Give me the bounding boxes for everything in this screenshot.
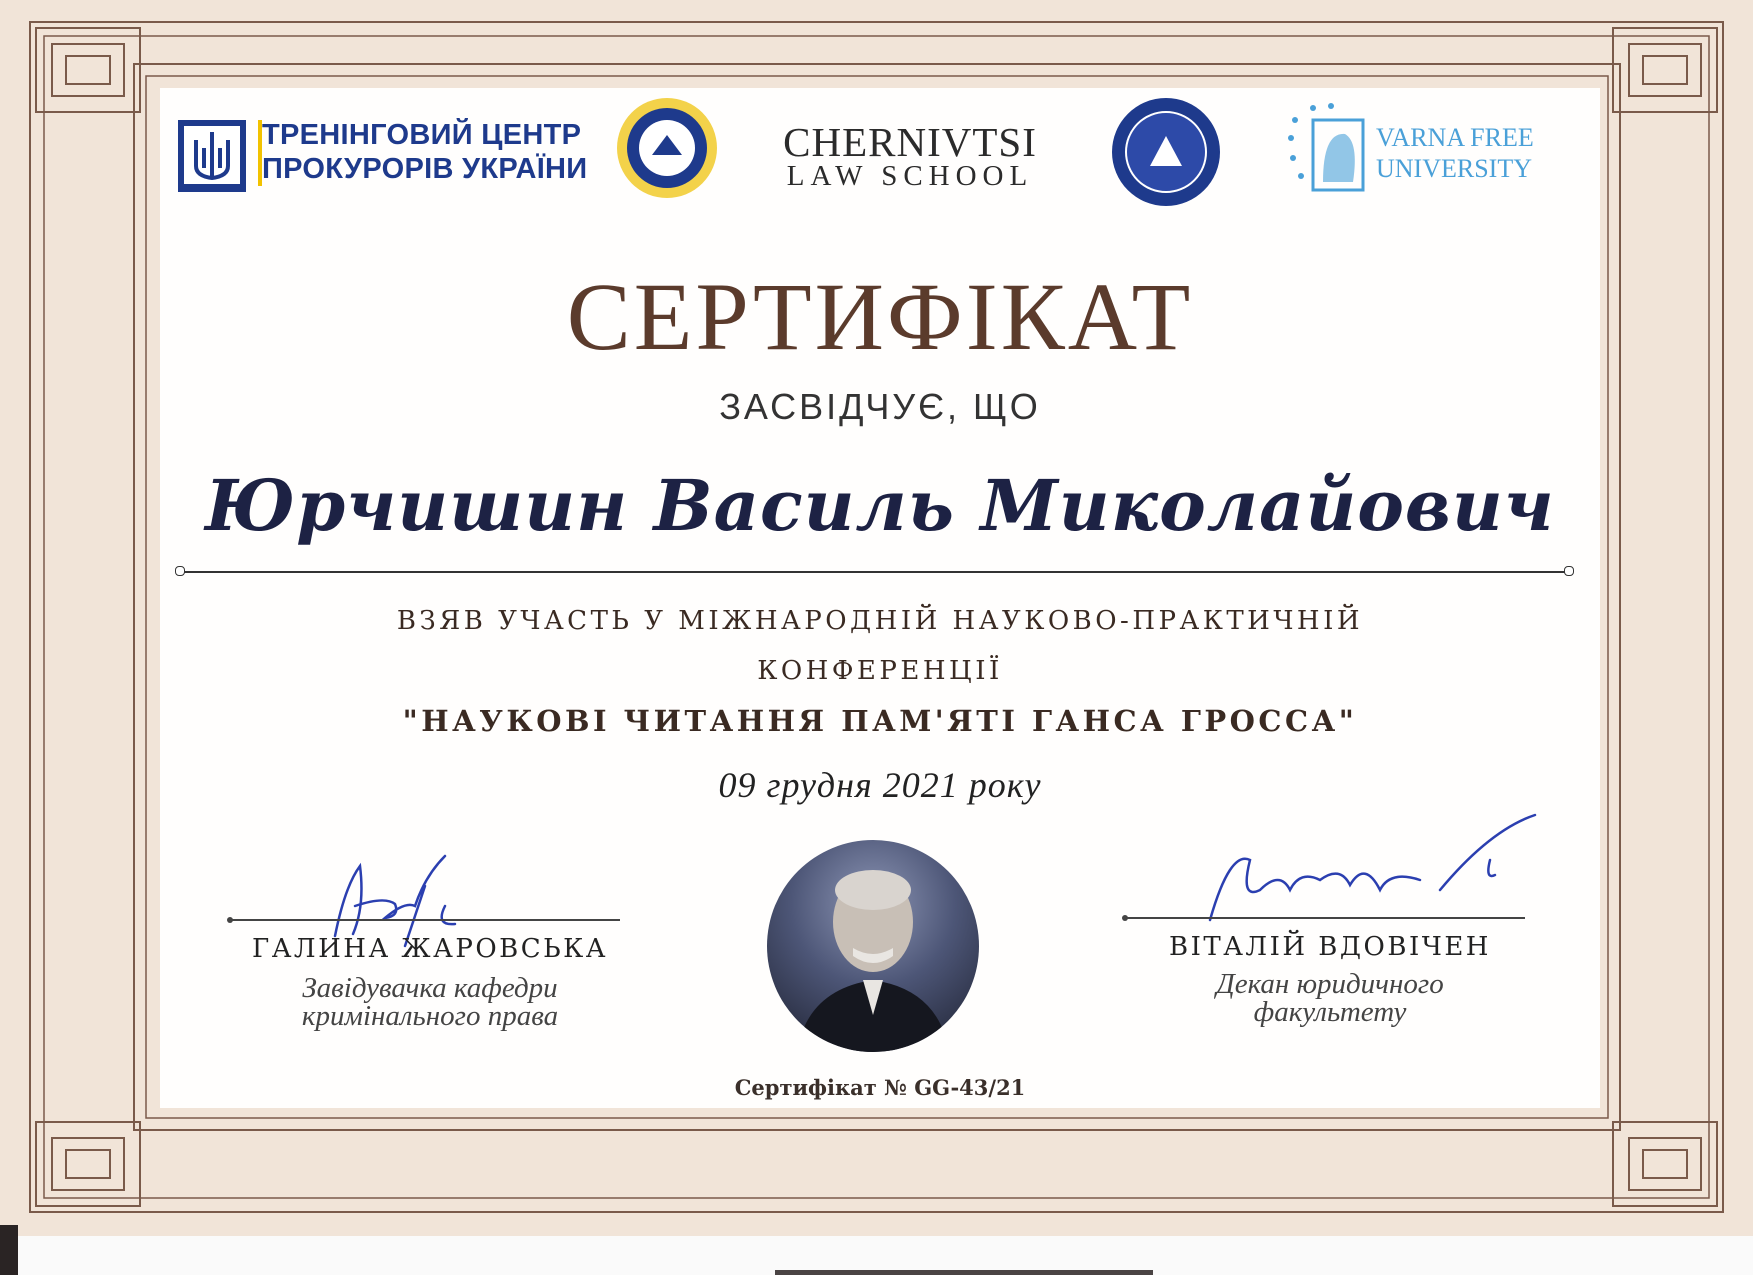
underline-dot-left [175, 566, 185, 576]
certificate-number: Сертифікат № GG-43/21 [734, 1075, 1026, 1100]
signatory-right-role [1100, 970, 1560, 1026]
emblem-seal-icon [614, 95, 720, 201]
portrait-photo [767, 840, 979, 1052]
signature-line-left-dot [227, 917, 233, 923]
signatory-right-role-line1: Декан юридичного [1216, 968, 1444, 1000]
signatory-left-role [200, 974, 660, 1030]
law-school-line1: CHERNIVTSI [783, 119, 1037, 165]
varna-line2: UNIVERSITY [1376, 154, 1532, 183]
signatory-left-name: ГАЛИНА ЖАРОВСЬКА [252, 934, 608, 964]
signature-line-left [230, 919, 620, 921]
signatory-right-role-line2: факультету [1253, 996, 1407, 1028]
varna-line1: VARNA FREE [1376, 123, 1534, 152]
scan-edge-mark-bottom [775, 1270, 1153, 1275]
varna-university-logo [1283, 102, 1371, 196]
signature-right [1190, 810, 1540, 940]
underline-dot-right [1564, 566, 1574, 576]
recipient-name: Юрчишин Василь Миколайович [205, 464, 1555, 547]
law-school-line2: LAW SCHOOL [786, 160, 1034, 192]
name-underline [180, 571, 1570, 573]
training-center-name [262, 118, 602, 186]
participation-text [260, 596, 1500, 696]
training-center-line1: ТРЕНІНГОВИЙ ЦЕНТР [262, 119, 582, 151]
signatory-left-role-line2: кримінального права [301, 1000, 559, 1032]
signatory-right-name: ВІТАЛІЙ ВДОВІЧЕН [1168, 932, 1491, 962]
certificate-title: СЕРТИФІКАТ [566, 263, 1194, 370]
participation-line2: КОНФЕРЕНЦІЇ [757, 656, 1003, 686]
participation-line1: ВЗЯВ УЧАСТЬ У МІЖНАРОДНІЙ НАУКОВО-ПРАКТИЧНІЙ [396, 606, 1364, 636]
certificate-date: 09 грудня 2021 року [718, 765, 1042, 805]
signatory-left-role-line1: Завідувачка кафедри [302, 972, 558, 1004]
signature-line-right-dot [1122, 915, 1128, 921]
training-center-line2: ПРОКУРОРІВ УКРАЇНИ [262, 153, 588, 185]
varna-university-name [1376, 122, 1556, 184]
signature-line-right [1125, 917, 1525, 919]
faculty-seal-icon [1110, 96, 1222, 208]
certifies-text: ЗАСВІДЧУЄ, ЩО [719, 386, 1041, 427]
conference-name: "НАУКОВІ ЧИТАННЯ ПАМ'ЯТІ ГАНСА ГРОССА" [402, 704, 1358, 738]
ukraine-trident-logo [176, 118, 248, 194]
portrait-figure [767, 840, 979, 1052]
